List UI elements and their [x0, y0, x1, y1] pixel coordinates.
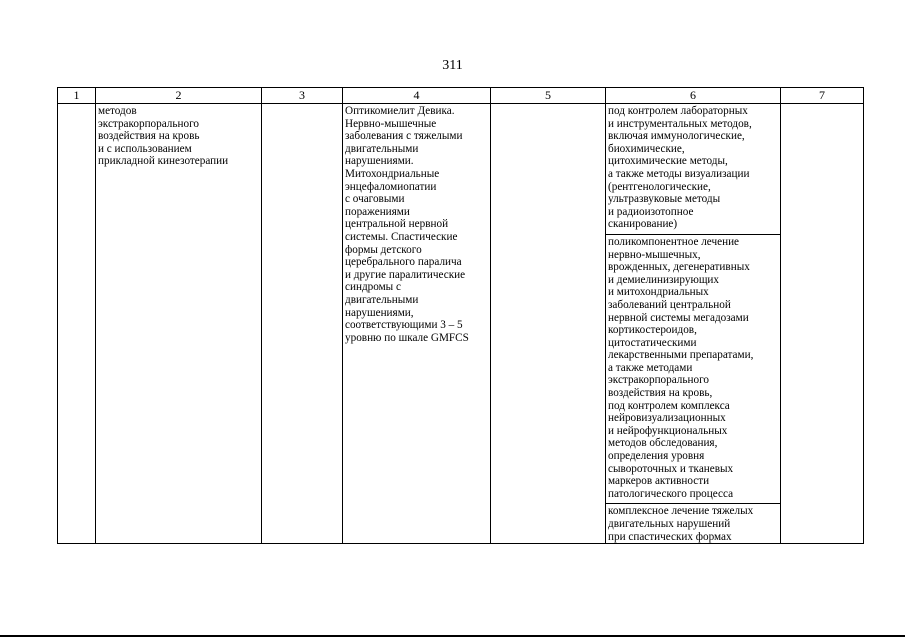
- table-cell-col6: [606, 104, 781, 544]
- table-cell-col3: [262, 104, 343, 544]
- column-header: 3: [262, 88, 343, 104]
- column-header: 5: [491, 88, 606, 104]
- sub-cell: поликомпонентное лечение нервно-мышечных, врожденных, дегенеративных и демиелинизирующих и митохондриальных заболеваний центральной нервной системы мегадозами кортикостероидов, цитостатическими лекарственными препаратами, а также методами экстракорпорального воздействия на кровь, под контролем комплекса нейровизуализационных и нейрофункциональных методов обследования, определения уровня сывороточных и тканевых маркеров активности патологического процесса: [606, 235, 780, 504]
- cell-text: [781, 104, 863, 105]
- cell-text: Оптикомиелит Девика. Нервно-мышечные заболевания с тяжелыми двигательными нарушениями. Митохондриальные энцефаломиопатии с очаговыми поражениями центральной нервной системы. Спастические формы детского церебрального паралича и другие паралитические синдромы с двигательными нарушениями, соответствующими 3 – 5 уровню по шкале GMFCS: [345, 105, 469, 344]
- page-number: 311: [442, 58, 463, 73]
- table-cell-col4: [343, 104, 491, 544]
- table-cell-col1: [58, 104, 96, 544]
- data-table: [57, 87, 864, 544]
- column-header: 4: [343, 88, 491, 104]
- column-header: 7: [781, 88, 864, 104]
- column-header: 2: [96, 88, 262, 104]
- cell-text: [262, 104, 342, 105]
- cell-text: [58, 104, 95, 105]
- page-edge-line: [0, 635, 905, 637]
- sub-cell: под контролем лабораторных и инструментальных методов, включая иммунологические, биохимические, цитохимические методы, а также методы визуализации (рентгенологические, ультразвуковые методы и радиоизотопное сканирование): [606, 104, 780, 235]
- column-header: 6: [606, 88, 781, 104]
- table-header-row: [58, 88, 864, 104]
- table-row: [58, 104, 864, 544]
- cell-text: [491, 104, 605, 105]
- sub-cell: комплексное лечение тяжелых двигательных нарушений при спастических формах: [608, 505, 754, 543]
- table-cell-col7: [781, 104, 864, 544]
- table-cell-col2: [96, 104, 262, 544]
- column-header: 1: [58, 88, 96, 104]
- cell-text: методов экстракорпорального воздействия на кровь и с использованием прикладной кинезотерапии: [98, 105, 229, 168]
- table-cell-col5: [491, 104, 606, 544]
